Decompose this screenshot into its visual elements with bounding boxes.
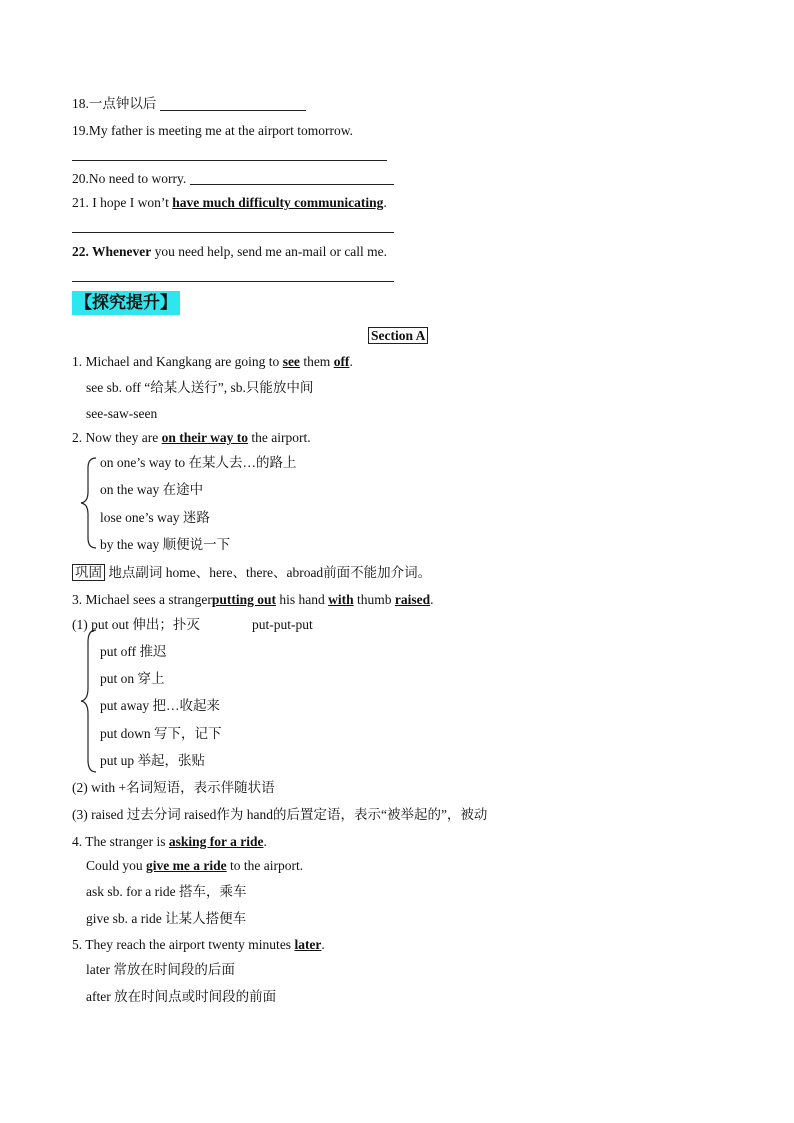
item-3-keyword-putting-out: putting out <box>211 592 276 607</box>
item-1 <box>72 353 353 371</box>
item-1-note-2: see-saw-seen <box>86 406 158 421</box>
exercise-20: 20.No need to worry. <box>72 171 187 186</box>
item-3-text-hand: his hand <box>275 592 329 607</box>
exercise-22-emphasis: 22. Whenever <box>72 244 152 259</box>
brace-icon <box>78 628 98 774</box>
exercise-21 <box>72 194 387 212</box>
section-header: 【探究提升】 <box>72 291 180 315</box>
exercise-22-text: you need help, send me an-mail or call me. <box>151 244 388 259</box>
item-3-sub-2: (2) with +名词短语，表示伴随状语 <box>72 780 275 795</box>
item-5-period: . <box>321 937 325 952</box>
item-4-period: . <box>263 834 267 849</box>
item-4-example <box>86 857 303 875</box>
item-3-keyword-raised: raised <box>394 592 431 607</box>
item-2-keyword: on their way to <box>161 430 248 445</box>
item-3-line-5: put down 写下，记下 <box>100 726 222 741</box>
item-3 <box>72 591 434 609</box>
answer-line-19 <box>72 160 387 161</box>
item-3-keyword-with: with <box>328 592 354 607</box>
item-4-example-end: to the airport. <box>226 858 304 873</box>
brace-icon <box>78 456 98 550</box>
exercise-19: 19.My father is meeting me at the airport tomorrow. <box>72 123 354 138</box>
answer-line-21 <box>72 232 394 233</box>
section-title <box>368 327 428 345</box>
item-3-line-4: put away 把…收起来 <box>100 698 220 713</box>
consolidate-text: 地点副词 home、here、there、abroad前面不能加介词。 <box>105 565 432 580</box>
item-3-sub-1-forms: put-put-put <box>252 617 313 632</box>
item-5-text: 5. They reach the airport twenty minutes <box>72 937 295 952</box>
item-4-note-1: ask sb. for a ride 搭车，乘车 <box>86 884 247 899</box>
item-3-text: 3. Michael sees a stranger <box>72 592 212 607</box>
item-4-example-keyword: give me a ride <box>146 858 227 873</box>
exercise-21-text: 21. I hope I won’t <box>72 195 173 210</box>
item-4-text: 4. The stranger is <box>72 834 169 849</box>
answer-line-22 <box>72 281 394 282</box>
item-3-line-2: put off 推迟 <box>100 644 167 659</box>
item-5 <box>72 936 325 954</box>
item-5-note-2: after 放在时间点或时间段的前面 <box>86 989 277 1004</box>
item-4-example-text: Could you <box>86 858 147 873</box>
item-1-period: . <box>349 354 353 369</box>
item-3-sub-1: (1) put out 伸出；扑灭 <box>72 617 200 632</box>
item-2-line-4: by the way 顺便说一下 <box>100 537 231 552</box>
item-4-keyword: asking for a ride <box>168 834 264 849</box>
item-3-text-thumb: thumb <box>353 592 395 607</box>
item-4 <box>72 833 267 851</box>
item-1-note-1: see sb. off “给某人送行”, sb.只能放中间 <box>86 380 314 395</box>
item-2-line-1: on one’s way to 在某人去…的路上 <box>100 455 297 470</box>
item-3-line-6: put up 举起，张贴 <box>100 753 206 768</box>
item-5-keyword: later <box>294 937 322 952</box>
item-1-keyword-off: off <box>333 354 350 369</box>
item-2 <box>72 429 311 447</box>
item-1-text: 1. Michael and Kangkang are going to <box>72 354 283 369</box>
item-4-note-2: give sb. a ride 让某人搭便车 <box>86 911 247 926</box>
exercise-18 <box>72 95 156 113</box>
section-title-text: Section A <box>368 327 428 344</box>
exercise-21-emphasis: have much difficulty communicating <box>172 195 384 210</box>
exercise-18-text: 18.一点钟以后 <box>72 96 157 111</box>
item-5-note-1: later 常放在时间段的后面 <box>86 962 235 977</box>
exercise-21-period: . <box>383 195 387 210</box>
answer-line-20 <box>190 184 394 185</box>
item-3-line-3: put on 穿上 <box>100 671 165 686</box>
item-2-text-end: the airport. <box>247 430 311 445</box>
exercise-22 <box>72 243 387 261</box>
answer-line-18 <box>160 110 306 111</box>
item-1-keyword-see: see <box>282 354 300 369</box>
item-3-period: . <box>430 592 434 607</box>
item-2-line-3: lose one’s way 迷路 <box>100 510 210 525</box>
item-2-line-2: on the way 在途中 <box>100 482 204 497</box>
consolidate-label: 巩固 <box>72 564 105 581</box>
item-2-text: 2. Now they are <box>72 430 162 445</box>
item-3-sub-3: (3) raised 过去分词 raised作为 hand的后置定语，表示“被举起的”，被动 <box>72 807 488 822</box>
item-1-text-them: them <box>299 354 334 369</box>
consolidate-note <box>72 564 431 582</box>
